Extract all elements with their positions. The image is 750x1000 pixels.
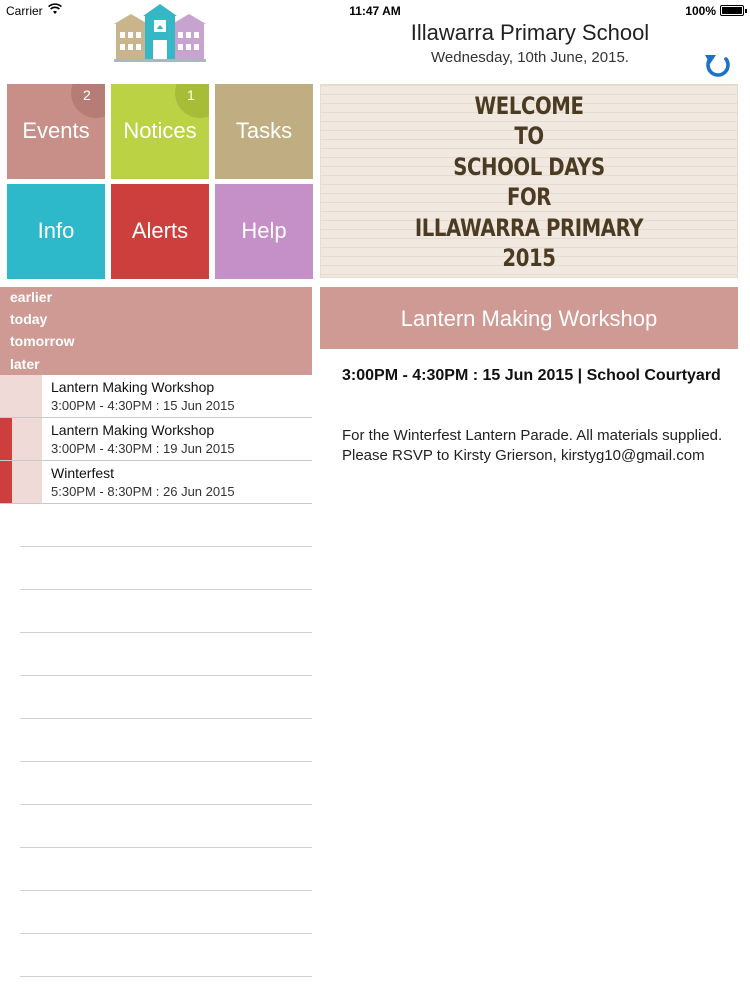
event-color-tab xyxy=(12,375,42,417)
welcome-board xyxy=(320,84,738,278)
list-divider xyxy=(20,546,312,547)
list-divider xyxy=(20,847,312,848)
event-time: 5:30PM - 8:30PM : 26 Jun 2015 xyxy=(51,484,235,499)
notices-tile[interactable] xyxy=(111,84,209,179)
event-detail-description: For the Winterfest Lantern Parade. All materials supplied. Please RSVP to Kirsty Grierson, kirstyg10@gmail.com xyxy=(342,427,723,464)
event-color-stripe xyxy=(0,375,12,417)
filter-today[interactable]: today xyxy=(10,311,48,327)
carrier-label: Carrier xyxy=(6,4,43,18)
welcome-line: ILLAWARRA PRIMARY xyxy=(414,213,644,242)
header-date: Wednesday, 10th June, 2015. xyxy=(431,49,629,66)
welcome-line: SCHOOL DAYS xyxy=(453,152,605,181)
events-badge: 2 xyxy=(71,84,105,118)
info-tile[interactable] xyxy=(7,184,105,279)
welcome-line: 2015 xyxy=(502,244,556,273)
event-color-tab xyxy=(12,461,42,503)
filter-tomorrow[interactable]: tomorrow xyxy=(10,333,75,349)
list-divider xyxy=(20,976,312,977)
event-title: Lantern Making Workshop xyxy=(51,422,215,438)
battery-icon xyxy=(720,5,744,16)
list-divider xyxy=(20,804,312,805)
help-tile-label: Help xyxy=(241,218,287,243)
help-tile[interactable] xyxy=(215,184,313,279)
event-detail-when: 3:00PM - 4:30PM : 15 Jun 2015 | School Courtyard xyxy=(342,367,721,384)
welcome-line: FOR xyxy=(506,183,552,212)
events-tile-label: Events xyxy=(22,118,90,143)
list-divider xyxy=(20,761,312,762)
school-name: Illawarra Primary School xyxy=(410,20,650,45)
list-divider xyxy=(20,890,312,891)
event-list-item[interactable] xyxy=(0,375,312,418)
tasks-tile[interactable] xyxy=(215,84,313,179)
event-detail-title: Lantern Making Workshop xyxy=(400,306,658,331)
event-color-stripe xyxy=(0,418,12,460)
welcome-line: WELCOME xyxy=(474,92,584,120)
filter-earlier[interactable]: earlier xyxy=(10,289,53,305)
list-divider xyxy=(20,718,312,719)
alerts-tile-label: Alerts xyxy=(131,218,189,243)
event-list-item[interactable] xyxy=(0,461,312,504)
clock: 11:47 AM xyxy=(349,4,401,18)
event-time: 3:00PM - 4:30PM : 19 Jun 2015 xyxy=(51,441,235,456)
battery-percentage: 100% xyxy=(685,4,716,18)
list-divider xyxy=(20,675,312,676)
notices-badge: 1 xyxy=(175,84,209,118)
list-divider xyxy=(20,632,312,633)
event-detail-header xyxy=(320,287,738,349)
list-divider xyxy=(20,589,312,590)
tasks-tile-label: Tasks xyxy=(235,118,293,143)
event-list-item[interactable] xyxy=(0,418,312,461)
event-title: Lantern Making Workshop xyxy=(51,379,215,395)
event-title: Winterfest xyxy=(51,465,115,481)
event-color-tab xyxy=(12,418,42,460)
notices-tile-label: Notices xyxy=(123,118,197,143)
event-time: 3:00PM - 4:30PM : 15 Jun 2015 xyxy=(51,398,235,413)
filter-later[interactable]: later xyxy=(10,356,40,372)
welcome-line: TO xyxy=(514,122,544,151)
info-tile-label: Info xyxy=(37,218,75,243)
events-tile[interactable] xyxy=(7,84,105,179)
date-filter-panel xyxy=(0,287,312,375)
event-color-stripe xyxy=(0,461,12,503)
list-divider xyxy=(20,933,312,934)
refresh-icon[interactable] xyxy=(701,49,735,83)
school-logo xyxy=(112,2,208,64)
alerts-tile[interactable] xyxy=(111,184,209,279)
